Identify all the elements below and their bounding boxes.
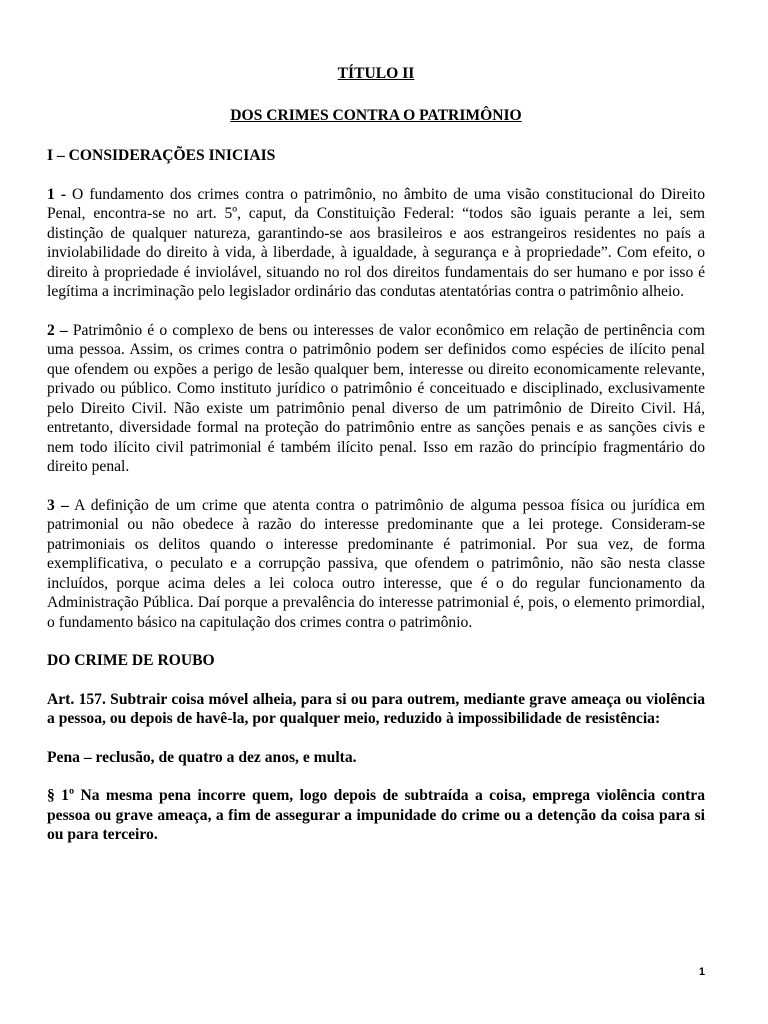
- section-heading: I – CONSIDERAÇÕES INICIAIS: [47, 147, 276, 164]
- paragraph-2: [47, 321, 705, 477]
- crime-heading: DO CRIME DE ROUBO: [47, 652, 215, 669]
- article-157-text: Art. 157. Subtrair coisa móvel alheia, para si ou para outrem, mediante grave ameaça ou violência a pessoa, ou depois de havê-la, por qualquer meio, reduzido à impossibilidade de resistência:: [47, 690, 705, 727]
- paragraph-number: 1 -: [47, 185, 67, 203]
- paragraph-number: 3 –: [47, 496, 69, 514]
- paragraph-text: O fundamento dos crimes contra o patrimônio, no âmbito de uma visão constitucional do Direito Penal, encontra-se no art. 5º, caput, da Constituição Federal: “todos são iguais perante a lei, sem distinção de qualquer natureza, garantindo-se aos brasileiros e aos estrangeiros residentes no país a inviolabilidade do direito à vida, à liberdade, à igualdade, à segurança e à propriedade”. Com efeito, o direito à propriedade é inviolável, situando no rol dos direitos fundamentais do ser humano e por isso é legítima a incriminação pelo legislador ordinário das condutas atentatórias contra o patrimônio alheio.: [47, 185, 705, 300]
- paragraph-text: Patrimônio é o complexo de bens ou interesses de valor econômico em relação de pertinência com uma pessoa. Assim, os crimes contra o patrimônio podem ser definidos como espécies de ilícito penal que ofendem ou expões a perigo de lesão qualquer bem, interesse ou direito economicamente relevante, privado ou público. Como instituto jurídico o patrimônio é conceituado e disciplinado, exclusivamente pelo Direito Civil. Não existe um patrimônio penal diverso de um patrimônio de Direito Civil. Há, entretanto, diversidade formal na proteção do patrimônio entre as sanções penais e as sanções civis e nem todo ilícito civil patrimonial é também ilícito penal. Isso em razão do princípio fragmentário do direito penal.: [47, 321, 705, 475]
- document-subtitle: DOS CRIMES CONTRA O PATRIMÔNIO: [230, 106, 522, 124]
- paragraph-text: A definição de um crime que atenta contra o patrimônio de alguma pessoa física ou jurídica em patrimonial ou não obedece à razão do interesse predominante que a lei protege. Consideram-se patrimoniais os delitos quando o interesse predominante é patrimonial. Por sua vez, de forma exemplificativa, o peculato e a corrupção passiva, que ofendem o patrimônio, não são nesta classe incluídos, porque acima deles a lei coloca outro interesse, que é o do regular funcionamento da Administração Pública. Daí porque a prevalência do interesse patrimonial é, pois, o elemento primordial, o fundamento básico na capitulação dos crimes contra o patrimônio.: [47, 496, 705, 631]
- page-number: 1: [698, 966, 705, 978]
- paragraph-1: [47, 185, 705, 302]
- document-page: [47, 64, 705, 864]
- document-title: TÍTULO II: [337, 65, 415, 82]
- penalty-text: Pena – reclusão, de quatro a dez anos, e multa.: [47, 748, 357, 766]
- paragraph-number: 2 –: [47, 321, 68, 339]
- paragraph-3: [47, 496, 705, 633]
- paragraph-1-text: § 1º Na mesma pena incorre quem, logo depois de subtraída a coisa, emprega violência contra pessoa ou grave ameaça, a fim de assegurar a impunidade do crime ou a detenção da coisa para si ou para terceiro.: [47, 787, 705, 843]
